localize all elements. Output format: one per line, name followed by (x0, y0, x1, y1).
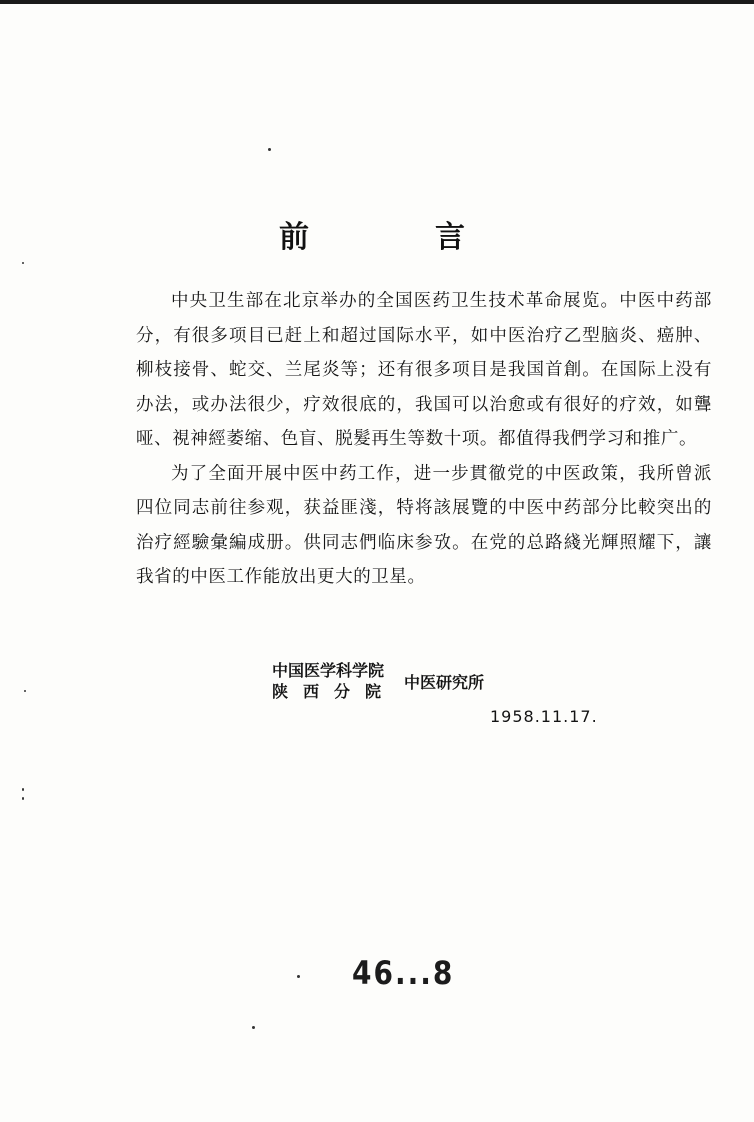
page-number: 46...8 (352, 954, 455, 992)
paragraph: 中央卫生部在北京举办的全国医药卫生技术革命展览。中医中药部分，有很多项目已赶上和超过国际水平，如中医治疗乙型脑炎、癌肿、柳枝接骨、蛇交、兰尾炎等；还有很多项目是我国首創。在国际上没有办法，或办法很少，疗效很底的，我国可以治愈或有很好的疗效，如聾哑、視神經萎缩、色盲、脱髮再生等数十项。都值得我們学习和推广。 (136, 291, 712, 449)
signature-organization (272, 660, 396, 702)
document-date: 1958.11.17. (490, 707, 598, 726)
scan-speck (252, 1026, 255, 1029)
scan-speck (297, 975, 300, 978)
page-title: 前 言 (279, 220, 513, 255)
scan-speck (22, 262, 24, 264)
body-text (136, 284, 712, 595)
signature-org-line: 陕西分院 (272, 682, 397, 701)
scan-speck (24, 690, 26, 692)
scan-speck (268, 148, 271, 151)
signature-org-line: 中国医学科学院 (272, 661, 385, 680)
paragraph: 为了全面开展中医中药工作，进一步貫徹党的中医政策，我所曾派四位同志前往参观，获益匪淺，特将該展覽的中医中药部分比較突出的治疗經驗彙編成册。供同志們临床参攷。在党的总路綫光輝照耀下，讓我省的中医工作能放出更大的卫星。 (136, 463, 712, 587)
top-edge-rule (0, 0, 754, 4)
scan-speck (22, 788, 24, 791)
signature-department: 中医研究所 (404, 672, 485, 692)
scan-speck (22, 797, 24, 800)
signature-block (272, 660, 484, 702)
